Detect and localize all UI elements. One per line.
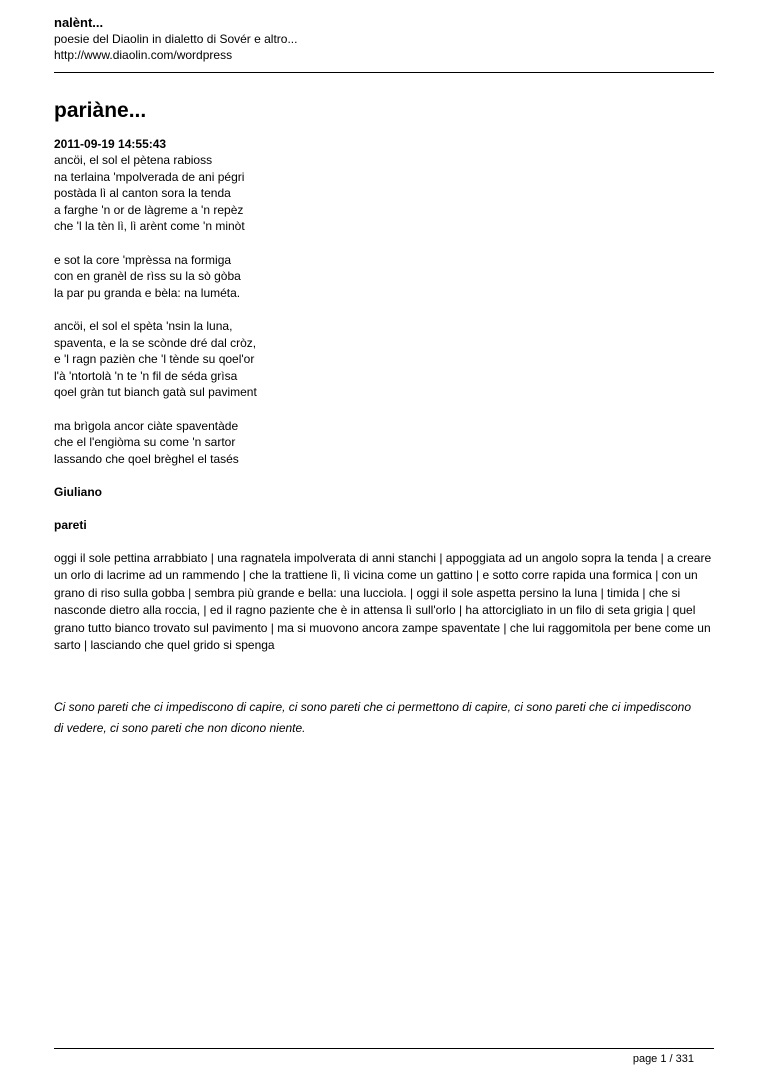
poem-line: che 'l la tèn lì, lì arènt come 'n minòt bbox=[54, 219, 245, 233]
closing-quote: Ci sono pareti che ci impediscono di capire, ci sono pareti che ci permettono di capire, ci sono pareti che ci impediscono di vedere, ci sono pareti che non dicono niente. bbox=[54, 700, 691, 736]
poem-line: ancöi, el sol el pètena rabioss bbox=[54, 153, 213, 167]
site-url[interactable]: http://www.diaolin.com/wordpress bbox=[54, 48, 233, 62]
post-date: 2011-09-19 14:55:43 bbox=[54, 137, 167, 151]
poem-line: ma brìgola ancor ciàte spaventàde bbox=[54, 418, 239, 433]
page-number: page 1 / 331 bbox=[632, 1053, 694, 1065]
footer-divider bbox=[54, 1048, 714, 1049]
poem-line: spaventa, e la se scònde dré dal cròz, bbox=[54, 335, 257, 350]
stanza-4 bbox=[54, 418, 714, 468]
post-title: pariàne... bbox=[54, 99, 147, 122]
stanza-1 bbox=[54, 152, 714, 235]
poem-line: lassando che qoel brèghel el tasés bbox=[54, 451, 239, 466]
poem-line: con en granèl de rìss su la sò gòba bbox=[54, 269, 241, 283]
header-divider bbox=[54, 72, 714, 73]
poem-line: l'à 'ntortolà 'n te 'n fil de séda grìsa bbox=[54, 368, 238, 383]
stanza-2 bbox=[54, 252, 714, 302]
translation-title: pareti bbox=[54, 518, 87, 532]
site-subtitle: poesie del Diaolin in dialetto di Sovér e altro... bbox=[54, 32, 298, 46]
page-header bbox=[54, 14, 714, 63]
poem-line: na terlaina 'mpolverada de ani pégri bbox=[54, 169, 245, 184]
poem-line: che el l'engiòma su come 'n sartor bbox=[54, 435, 236, 449]
post-author: Giuliano bbox=[54, 485, 102, 499]
poem-line: qoel gràn tut bianch gatà sul paviment bbox=[54, 385, 257, 399]
site-title: nalènt... bbox=[54, 15, 104, 30]
stanza-3 bbox=[54, 318, 714, 401]
poem-line: e 'l ragn pazièn che 'l tènde su qoel'or bbox=[54, 352, 255, 366]
poem-line: postàda lì al canton sora la tenda bbox=[54, 186, 231, 200]
poem-line: e sot la core 'mprèssa na formiga bbox=[54, 252, 232, 267]
poem-line: la par pu granda e bèla: na luméta. bbox=[54, 285, 241, 300]
post bbox=[54, 98, 714, 739]
poem-line: ancöi, el sol el spèta 'nsin la luna, bbox=[54, 319, 233, 333]
translation-text: oggi il sole pettina arrabbiato | una ragnatela impolverata di anni stanchi | appoggiata ad un angolo sopra la tenda | a creare un orlo di lacrime ad un rammendo | che la trattiene lì, lì vicina come un gattino | e sotto corre rapida una formica | con un grano di riso sulla gobba | sembra più grande e bella: una lucciola. | oggi il sole aspetta persino la luna | timida | che si nasconde dietro alla roccia, | ed il ragno paziente che è in attensa lì sull'orlo | ha attorcigliato in un filo di seta grigia | quel grano tutto bianco trovato sul pavimento | ma si muovono ancora zampe spaventate | che lui raggomitola per bene come un sarto | lasciando che quel grido si spenga bbox=[54, 551, 712, 653]
poem-line: a farghe 'n or de làgreme a 'n repèz bbox=[54, 202, 244, 217]
